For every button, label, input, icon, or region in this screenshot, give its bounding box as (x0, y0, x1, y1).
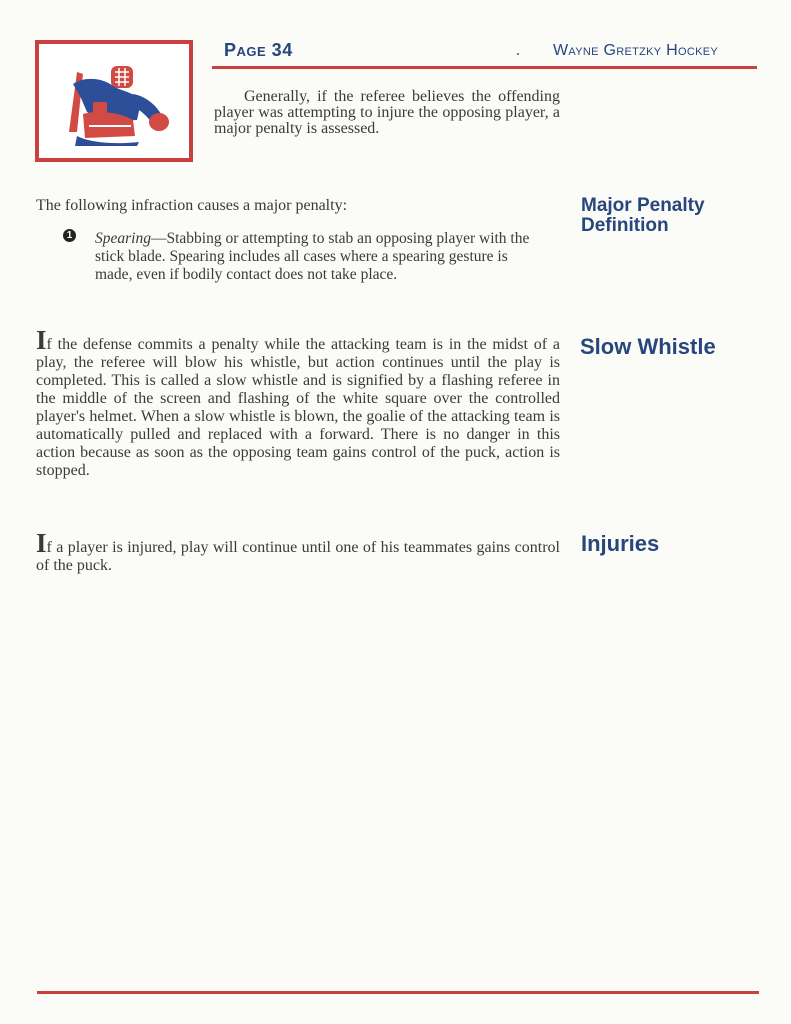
page-number: Page 34 (224, 40, 293, 60)
infraction-description: Stabbing or attempting to stab an opposing player with the stick blade. Spearing includes all cases where a spearing gesture is made, even if bodily contact does not take place. (95, 230, 530, 283)
slow-whistle-text: f the defense commits a penalty while the attacking team is in the midst of a play, the referee will blow his whistle, but action continues until the play is completed. This is called a slow whistle and is signified by a flashing referee in the middle of the screen and flashing of the white square over the controlled player's helmet. When a slow whistle is blown, the goalie of the attacking team is automatically pulled and replaced with a forward. There is no danger in this action because as soon as the opposing team gains control of the puck, action is stopped. (36, 336, 560, 479)
injuries-text: f a player is injured, play will continue until one of his teammates gains control of the puck. (36, 539, 560, 574)
intro-paragraph (214, 89, 560, 137)
heading-major-penalty: Major Penalty Definition (581, 195, 705, 236)
heading-injuries: Injuries (581, 531, 660, 556)
infraction-term: Spearing (95, 230, 151, 247)
infraction-dash: — (150, 230, 167, 247)
infraction-intro: The following infraction causes a major penalty: (36, 197, 348, 214)
header-rule (212, 66, 757, 69)
slow-whistle-paragraph (36, 325, 560, 480)
header-separator: . (516, 42, 520, 59)
injuries-paragraph (36, 528, 560, 575)
header-title: Wayne Gretzky Hockey (553, 42, 719, 59)
footer-rule (37, 991, 759, 994)
infraction-item (95, 230, 540, 284)
item-number-badge: 1 (63, 229, 76, 242)
logo-frame (35, 40, 193, 162)
hockey-goalie-icon (63, 62, 173, 146)
heading-slow-whistle: Slow Whistle (580, 334, 716, 359)
dropcap: I (36, 528, 47, 558)
dropcap: I (36, 325, 47, 355)
intro-text: Generally, if the referee believes the offending player was attempting to injure the opposing player, a major penalty is assessed. (214, 88, 560, 137)
